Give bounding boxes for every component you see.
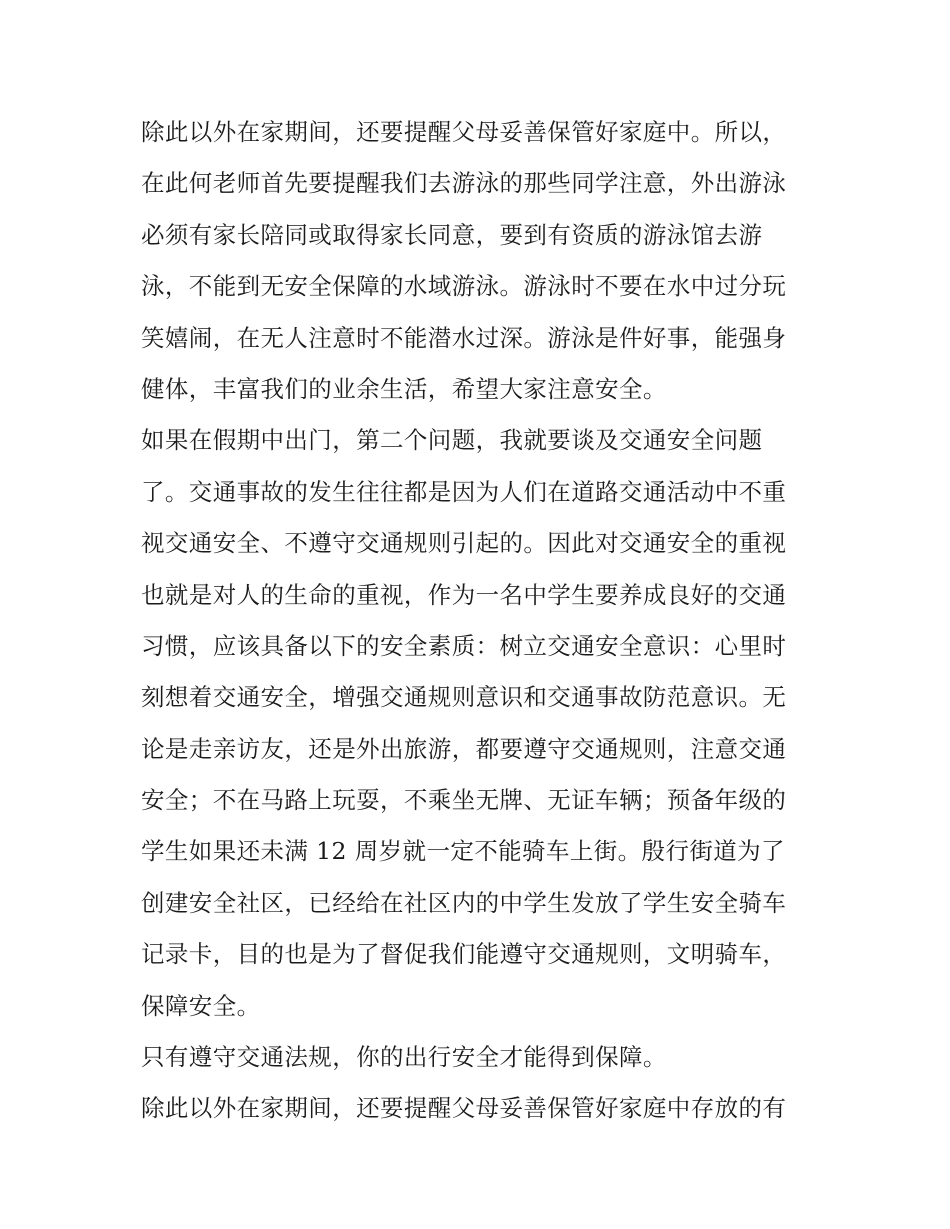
body-text	[141, 107, 821, 1135]
text-line: 刻想着交通安全，增强交通规则意识和交通事故防范意识。无	[141, 683, 787, 712]
text-line: 除此以外在家期间，还要提醒父母妥善保管好家庭中。所以，	[141, 118, 787, 146]
text-line: 必须有家长陪同或取得家长同意，要到有资质的游泳馆去游	[141, 220, 763, 249]
text-line: 如果在假期中出门，第二个问题，我就要谈及交通安全问题	[141, 426, 763, 455]
text-line: 了。交通事故的发生往往都是因为人们在道路交通活动中不重	[141, 477, 787, 506]
text-line: 习惯，应该具备以下的安全素质：树立交通安全意识：心里时	[141, 631, 787, 660]
text-line: 也就是对人的生命的重视，作为一名中学生要养成良好的交通	[141, 580, 787, 609]
text-line: 除此以外在家期间，还要提醒父母妥善保管好家庭中存放的有	[141, 1094, 787, 1123]
text-line: 笑嬉闹，在无人注意时不能潜水过深。游泳是件好事，能强身	[141, 323, 787, 352]
text-line: 泳，不能到无安全保障的水域游泳。游泳时不要在水中过分玩	[141, 272, 787, 301]
text-line: 记录卡，目的也是为了督促我们能遵守交通规则，文明骑车，	[141, 940, 787, 969]
text-line: 健体，丰富我们的业余生活，希望大家注意安全。	[141, 374, 667, 403]
text-line: 只有遵守交通法规，你的出行安全才能得到保障。	[141, 1043, 667, 1072]
text-line: 视交通安全、不遵守交通规则引起的。因此对交通安全的重视	[141, 529, 787, 558]
text-line: 保障安全。	[141, 991, 261, 1020]
text-line: 学生如果还未满 12 周岁就一定不能骑车上街。殷行街道为了	[141, 837, 785, 866]
text-line: 创建安全社区，已经给在社区内的中学生发放了学生安全骑车	[141, 888, 787, 917]
text-line: 安全；不在马路上玩耍，不乘坐无牌、无证车辆；预备年级的	[141, 786, 787, 815]
text-line: 在此何老师首先要提醒我们去游泳的那些同学注意，外出游泳	[141, 169, 787, 198]
text-line: 论是走亲访友，还是外出旅游，都要遵守交通规则，注意交通	[141, 734, 787, 763]
